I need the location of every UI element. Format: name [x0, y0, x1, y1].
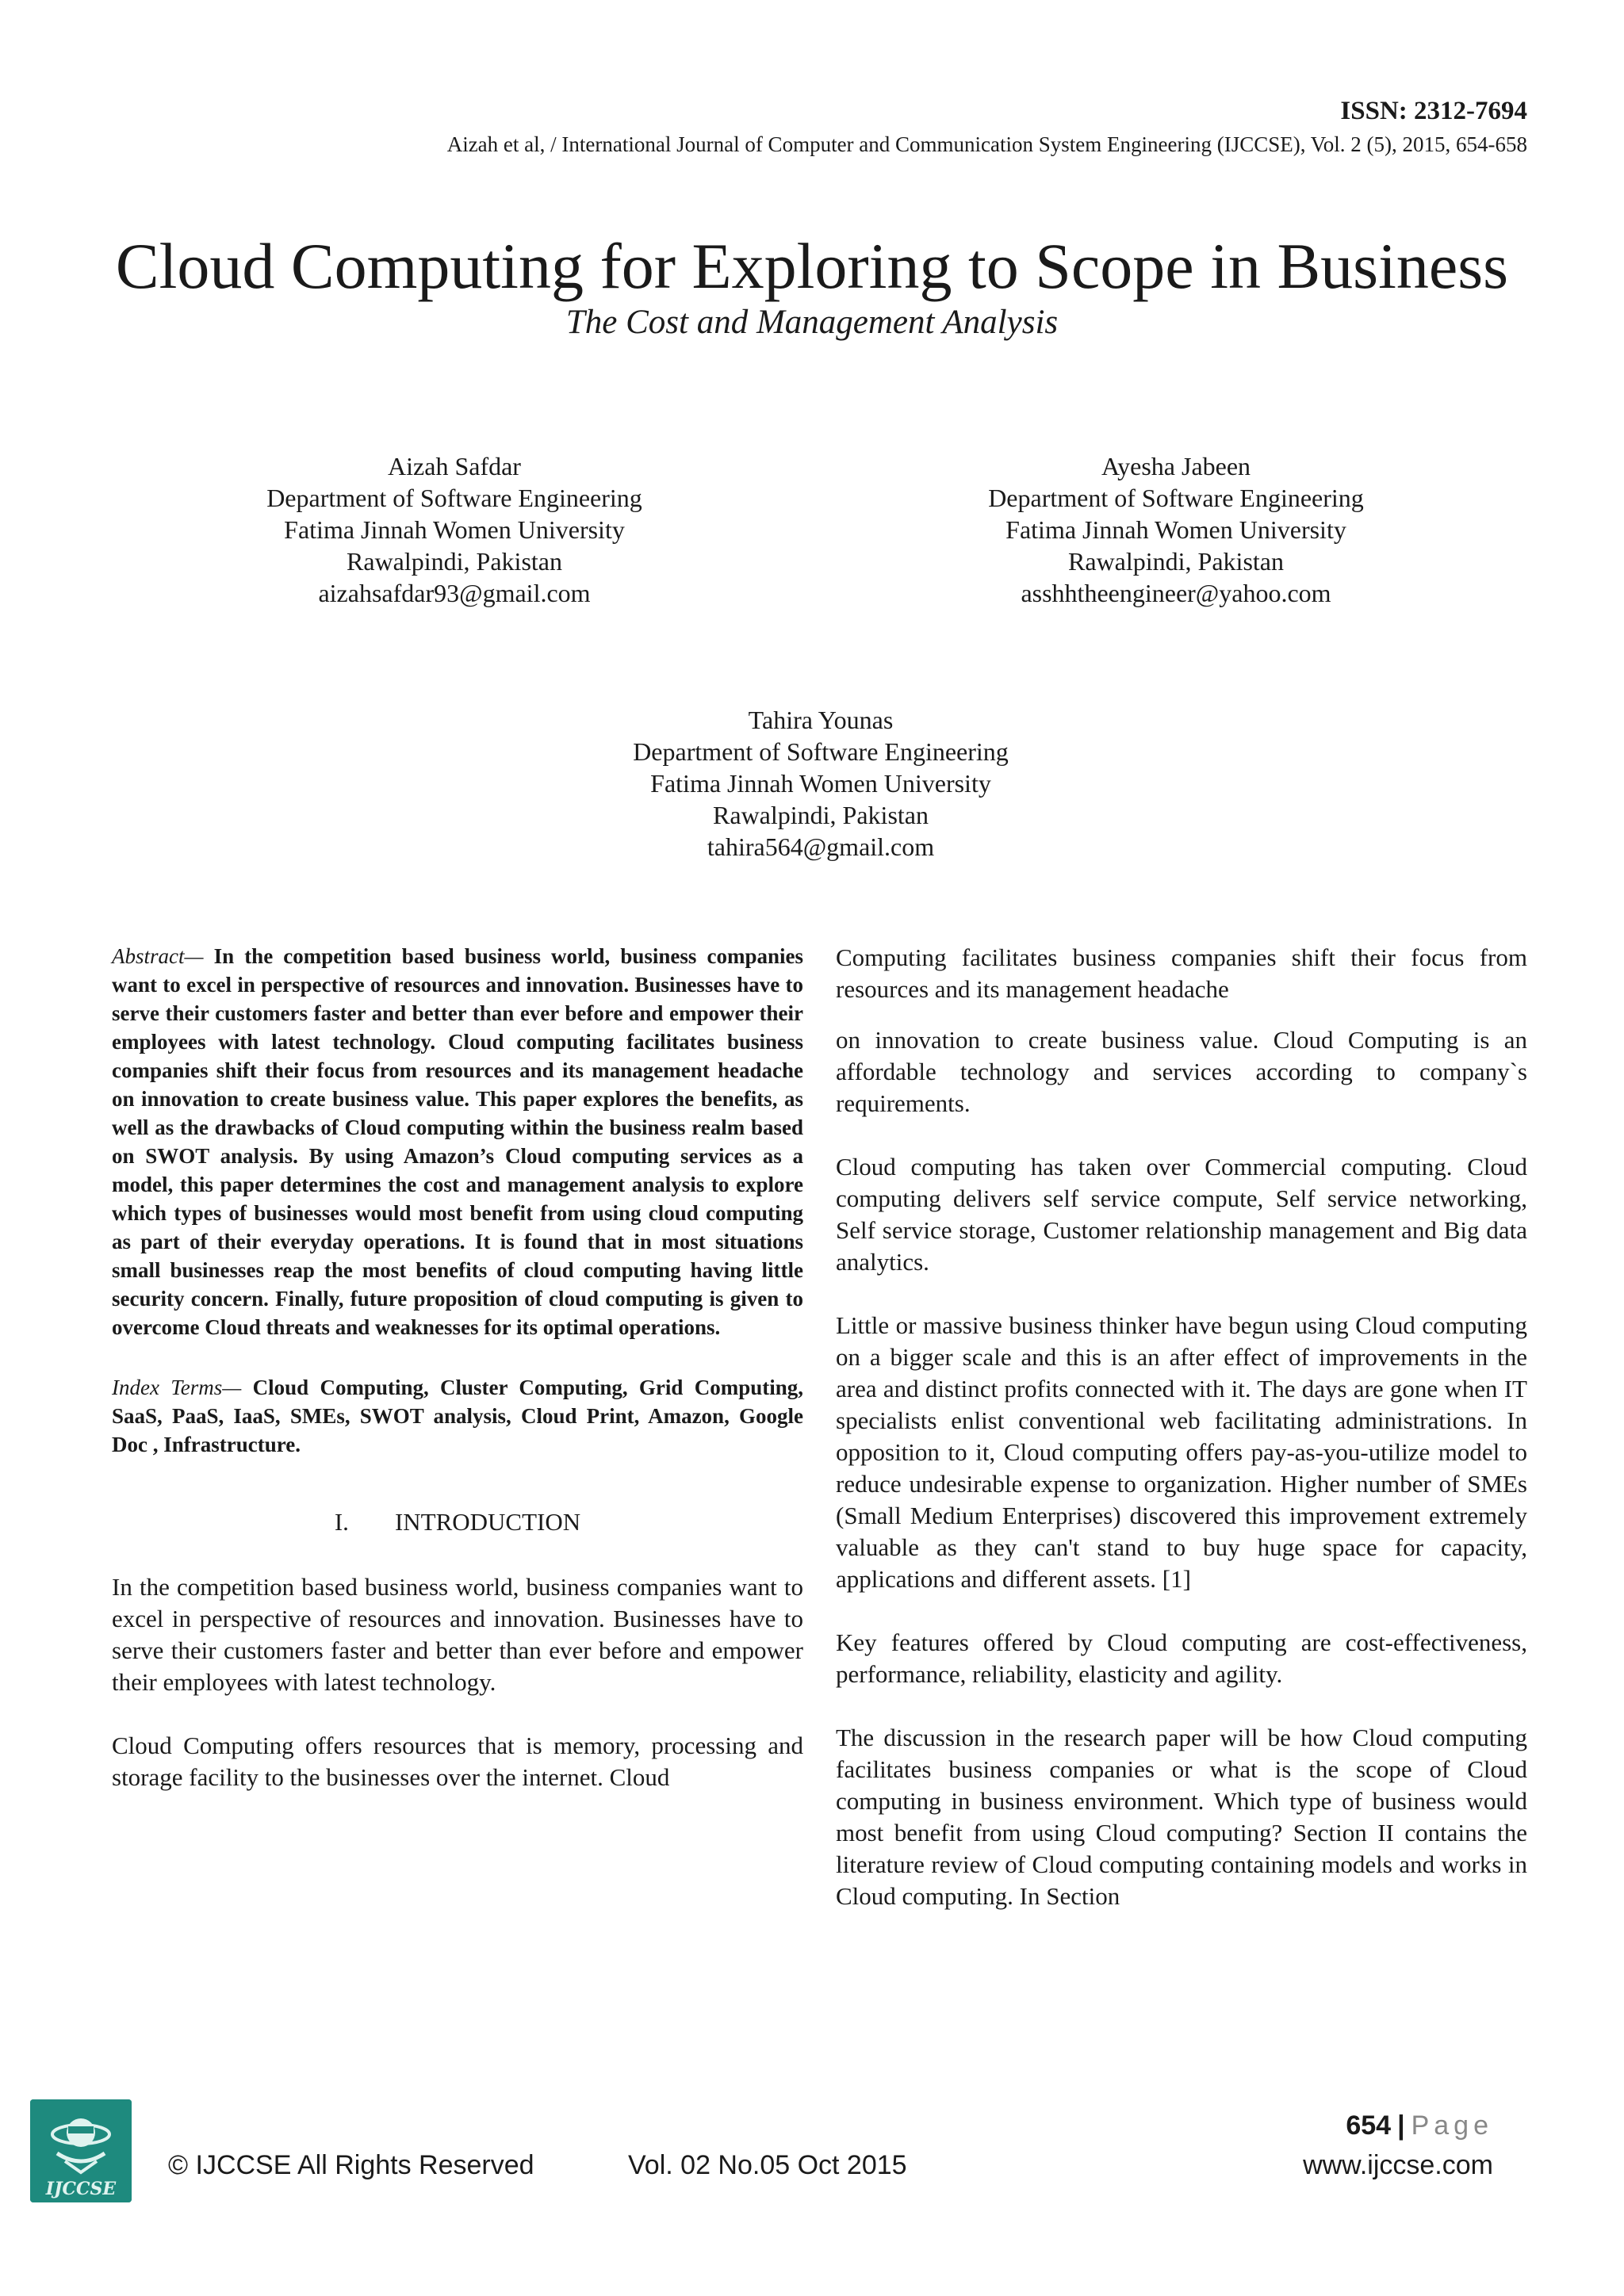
page-number — [1346, 2110, 1493, 2141]
journal-citation: Aizah et al, / International Journal of Computer and Communication System Engineering (IJCCSE), Vol. 2 (5), 2015, 654-658 — [446, 132, 1527, 156]
left-column — [112, 942, 803, 1825]
paragraph: The discussion in the research paper will be how Cloud computing facilitates business companies or what is the scope of Cloud computing in business environment. Which type of business would most benefit from using Cloud computing? Section II contains the literature review of Cloud computing containing models and works in Cloud computing. In Section — [836, 1724, 1527, 1910]
author-name: Tahira Younas — [748, 706, 894, 734]
page-number-value: 654 — [1346, 2110, 1392, 2141]
paragraph: Computing facilitates business companies shift their focus from resources and its management headache — [836, 943, 1527, 1003]
right-column — [836, 942, 1527, 1944]
author-block — [898, 450, 1454, 609]
paragraph: on innovation to create business value. Cloud Computing is an affordable technology and services according to company`s requirements. — [836, 1026, 1527, 1117]
paper-title: Cloud Computing for Exploring to Scope in Business — [115, 229, 1509, 302]
copyright: © IJCCSE All Rights Reserved — [168, 2150, 534, 2180]
index-terms — [112, 1373, 803, 1459]
abstract — [112, 942, 803, 1341]
paper-subtitle: The Cost and Management Analysis — [565, 304, 1059, 341]
section-number: I. — [334, 1508, 349, 1536]
author-email[interactable]: asshhtheengineer@yahoo.com — [1021, 579, 1331, 607]
author-location: Rawalpindi, Pakistan — [1068, 547, 1284, 576]
paragraph: Cloud Computing offers resources that is memory, processing and storage facility to the businesses over the internet. Cloud — [112, 1732, 803, 1791]
journal-logo — [30, 2099, 132, 2202]
author-university: Fatima Jinnah Women University — [284, 515, 625, 544]
author-department: Department of Software Engineering — [266, 484, 642, 512]
author-name: Ayesha Jabeen — [1101, 452, 1251, 480]
page-separator: | — [1397, 2110, 1405, 2141]
volume-info: Vol. 02 No.05 Oct 2015 — [628, 2150, 907, 2180]
abstract-label: Abstract— — [112, 944, 204, 968]
page-word: Page — [1411, 2110, 1493, 2141]
author-email[interactable]: aizahsafdar93@gmail.com — [318, 579, 591, 607]
author-university: Fatima Jinnah Women University — [650, 769, 991, 798]
author-location: Rawalpindi, Pakistan — [347, 547, 562, 576]
website-link[interactable]: www.ijccse.com — [1303, 2150, 1493, 2180]
index-terms-label: Index Terms— — [112, 1376, 242, 1399]
author-location: Rawalpindi, Pakistan — [713, 801, 929, 829]
logo-text: IJCCSE — [45, 2179, 117, 2199]
author-name: Aizah Safdar — [388, 452, 521, 480]
paragraph: Key features offered by Cloud computing are cost-effectiveness, performance, reliability, elasticity and agility. — [836, 1628, 1527, 1688]
abstract-text: In the competition based business world, business companies want to excel in perspective of resources and innovation. Businesses have to serve their customers faster and better than ever before and empower their employees with latest technology. Cloud computing facilitates business companies shift their focus from resources and its management headache on innovation to create business value. This paper explores the benefits, as well as the drawbacks of Cloud computing within the business realm based on SWOT analysis. By using Amazon’s Cloud computing services as a model, this paper determines the cost and management analysis to explore which types of businesses would most benefit from using cloud computing as part of their everyday operations. It is found that in most situations small businesses reap the most benefits of cloud computing having little security concern. Finally, future proposition of cloud computing is given to overcome Cloud threats and weaknesses for its optimal operations. — [112, 944, 803, 1339]
author-department: Department of Software Engineering — [988, 484, 1364, 512]
section-heading — [112, 1506, 803, 1538]
author-department: Department of Software Engineering — [633, 737, 1009, 766]
paragraph: In the competition based business world, business companies want to excel in perspective of resources and innovation. Businesses have to serve their customers faster and better than ever before and empower their employees with latest technology. — [112, 1573, 803, 1696]
issn: ISSN: 2312-7694 — [1340, 97, 1527, 125]
author-block — [177, 450, 732, 609]
section-title: INTRODUCTION — [394, 1508, 581, 1536]
author-block — [543, 704, 1098, 863]
author-email[interactable]: tahira564@gmail.com — [707, 832, 935, 861]
author-university: Fatima Jinnah Women University — [1005, 515, 1346, 544]
index-terms-text: Cloud Computing, Cluster Computing, Grid Computing, SaaS, PaaS, IaaS, SMEs, SWOT analysis, Cloud Print, Amazon, Google Doc , Infrastructure. — [112, 1376, 803, 1456]
paragraph: Little or massive business thinker have begun using Cloud computing on a bigger scale and this is an after effect of improvements in the area and distinct profits connected with it. The days are gone when IT specialists enlist conventional web facilitating administrations. In opposition to it, Cloud computing offers pay-as-you-utilize model to reduce undesirable expense to organization. Higher number of SMEs (Small Medium Enterprises) discovered this improvement extremely valuable as they can't stand to buy huge space for capacity, applications and different assets. [1] — [836, 1311, 1527, 1593]
paragraph: Cloud computing has taken over Commercial computing. Cloud computing delivers self service compute, Self service networking, Self service storage, Customer relationship management and Big data analytics. — [836, 1153, 1527, 1276]
